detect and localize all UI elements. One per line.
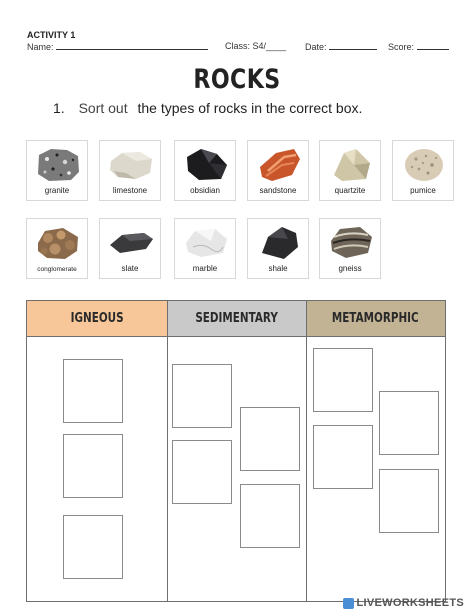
score-field[interactable] — [417, 41, 449, 50]
sandstone-rock-icon — [254, 145, 304, 185]
rock-label: shale — [268, 264, 288, 273]
rock-label: granite — [44, 186, 70, 195]
class-label: Class: S4/____ — [225, 41, 287, 51]
metamorphic-drop-slot[interactable] — [379, 469, 439, 533]
pumice-rock-icon — [399, 145, 449, 185]
column-header-sedimentary — [167, 301, 306, 337]
rock-card-pumice[interactable] — [392, 140, 454, 201]
column-header-label: IGNEOUS — [70, 311, 124, 326]
rock-label: quartzite — [334, 186, 366, 195]
instruction-part-b: the types of rocks in the correct box. — [137, 100, 363, 116]
granite-rock-icon — [33, 145, 83, 185]
rock-label: limestone — [112, 186, 148, 195]
rock-card-gneiss[interactable] — [319, 218, 381, 279]
rock-card-limestone[interactable] — [99, 140, 161, 201]
limestone-rock-icon — [106, 145, 156, 185]
instruction-part-a: Sort out — [78, 100, 128, 116]
date-field[interactable] — [329, 41, 377, 50]
column-divider — [167, 301, 168, 601]
rock-card-sandstone[interactable] — [247, 140, 309, 201]
watermark-text: LIVEWORKSHEETS — [356, 597, 464, 609]
rock-label: sandstone — [259, 186, 297, 195]
sedimentary-drop-slot[interactable] — [172, 440, 232, 504]
column-header-label: METAMORPHIC — [332, 311, 419, 326]
obsidian-rock-icon — [181, 145, 231, 185]
rock-card-shale[interactable] — [247, 218, 309, 279]
score-label: Score: — [388, 42, 415, 52]
igneous-drop-slot[interactable] — [63, 515, 123, 579]
column-header-metamorphic — [306, 301, 445, 337]
rock-card-marble[interactable] — [174, 218, 236, 279]
rock-card-conglomerate[interactable] — [26, 218, 88, 279]
rock-label: gneiss — [338, 264, 362, 273]
name-label: Name: — [27, 42, 54, 52]
rock-card-obsidian[interactable] — [174, 140, 236, 201]
column-divider — [306, 301, 307, 601]
rock-card-granite[interactable] — [26, 140, 88, 201]
conglomerate-rock-icon — [33, 223, 83, 263]
metamorphic-drop-slot[interactable] — [379, 391, 439, 455]
metamorphic-drop-slot[interactable] — [313, 425, 373, 489]
column-header-igneous — [27, 301, 167, 337]
date-row — [305, 41, 377, 52]
rock-label: marble — [192, 264, 218, 273]
metamorphic-drop-slot[interactable] — [313, 348, 373, 412]
instruction — [53, 100, 362, 116]
date-label: Date: — [305, 42, 327, 52]
sedimentary-drop-slot[interactable] — [240, 484, 300, 548]
watermark — [343, 597, 465, 609]
gneiss-rock-icon — [326, 223, 376, 263]
rock-label: pumice — [410, 186, 436, 195]
activity-label: ACTIVITY 1 — [27, 30, 76, 40]
quartzite-rock-icon — [326, 145, 376, 185]
igneous-drop-slot[interactable] — [63, 359, 123, 423]
page-title: ROCKS — [193, 64, 281, 95]
shale-rock-icon — [254, 223, 304, 263]
liveworksheets-logo-icon — [343, 598, 354, 609]
name-row — [27, 41, 208, 52]
column-header-label: SEDIMENTARY — [195, 311, 278, 326]
score-row — [388, 41, 449, 52]
slate-rock-icon — [106, 223, 156, 263]
rock-label: slate — [121, 264, 139, 273]
name-field[interactable] — [56, 41, 208, 50]
rock-label: obsidian — [190, 186, 220, 195]
sorting-table — [26, 300, 446, 602]
rock-card-slate[interactable] — [99, 218, 161, 279]
igneous-drop-slot[interactable] — [63, 434, 123, 498]
rock-card-quartzite[interactable] — [319, 140, 381, 201]
instruction-number: 1. — [53, 100, 65, 116]
sedimentary-drop-slot[interactable] — [172, 364, 232, 428]
sedimentary-drop-slot[interactable] — [240, 407, 300, 471]
rock-label: conglomerate — [37, 266, 77, 273]
marble-rock-icon — [181, 223, 231, 263]
